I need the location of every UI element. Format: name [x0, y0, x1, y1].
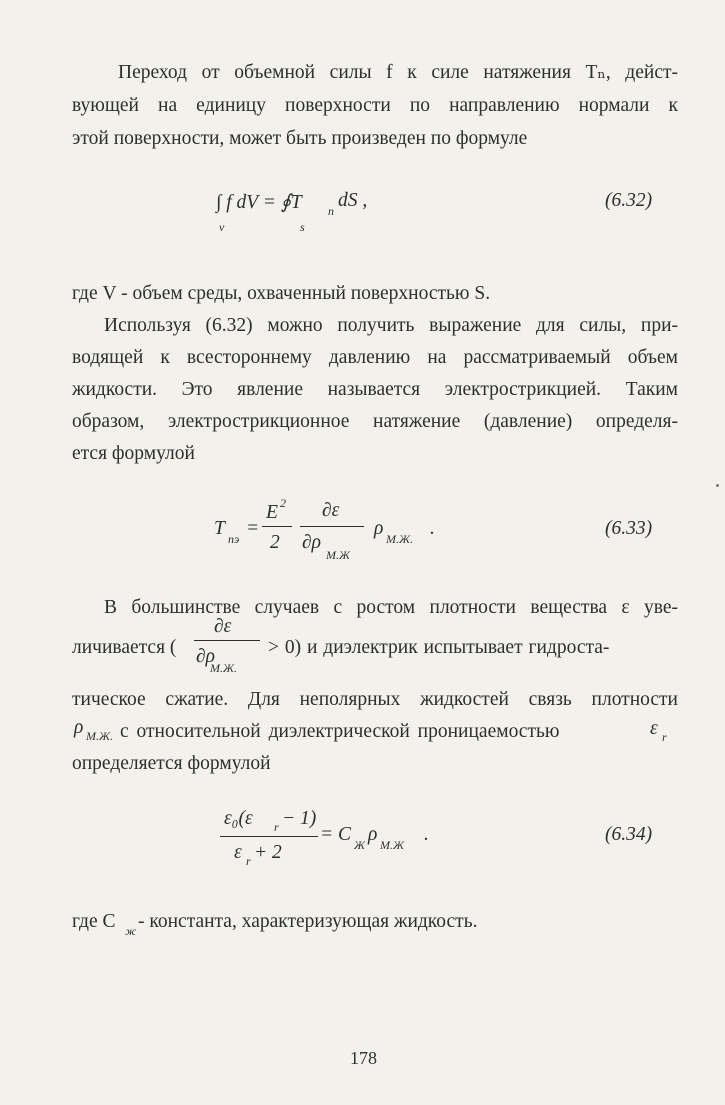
para3-line3: тическое сжатие. Для неполярных жидкостей связь плотности [72, 689, 678, 710]
where-c-start: где C [72, 911, 116, 932]
eq632-under-v: v [219, 220, 225, 234]
inline-frac-num: ∂ε [214, 616, 232, 637]
eq632-under-s: s [300, 220, 305, 234]
eq633-eq: = [246, 518, 260, 539]
eq634-den: ε [234, 842, 242, 863]
para1-line1: Переход от объемной силы f к силе натяжения Tₙ, дейст- [118, 62, 678, 83]
eq633-rho-sub: М.Ж. [386, 532, 413, 546]
para3-line2-start: личивается ( [72, 637, 177, 658]
eq632-rhs: dS , [338, 190, 368, 211]
eq634-rho: ρ [368, 824, 378, 845]
eq633-num1-sup: 2 [280, 496, 286, 510]
where-c-rest: - константа, характеризующая жидкость. [138, 911, 478, 932]
inline-frac-den-sub: М.Ж. [210, 661, 237, 675]
inline-rho-sub: М.Ж. [86, 729, 113, 743]
inline-eps-r: ε [650, 718, 658, 739]
eq633-den2: ∂ρ [302, 532, 321, 553]
para3-line2-rest: > 0) и диэлектрик испытывает гидроста- [268, 637, 610, 658]
eq633-T: T [214, 518, 225, 539]
eq634-number: (6.34) [605, 824, 653, 845]
eq633-T-sub: пэ [228, 532, 240, 546]
para2-line5: ется формулой [72, 443, 195, 464]
eq632-sub-n: n [328, 204, 334, 218]
eq634-num-sub: r [274, 820, 279, 834]
page-number: 178 [350, 1048, 377, 1068]
eq634-num: ε₀(ε [224, 808, 253, 829]
para3-line1: В большинстве случаев с ростом плотности вещества ε уве- [104, 597, 678, 618]
eq634-num-tail: − 1) [282, 808, 317, 829]
eq633-den1: 2 [270, 532, 280, 553]
eq634-fracbar [220, 836, 318, 837]
eq633-rho: ρ [374, 518, 384, 539]
eq634-den-tail: + 2 [254, 842, 282, 863]
scan-speck [716, 484, 719, 487]
inline-frac-den: ∂ρ [196, 646, 215, 667]
eq633-fracbar1 [262, 526, 292, 527]
eq633-num2: ∂ε [322, 500, 340, 521]
para2-line1: Используя (6.32) можно получить выражение для силы, при- [104, 315, 678, 336]
eq634-den-sub: r [246, 854, 251, 868]
where-v-line: где V - объем среды, охваченный поверхностью S. [72, 283, 491, 304]
para2-line4: образом, электрострикционное натяжение (давление) определя- [72, 411, 678, 432]
where-c-sub: ж [125, 924, 137, 938]
para1-line2: вующей на единицу поверхности по направлению нормали к [72, 95, 678, 116]
eq634-rhs: = C [320, 824, 352, 845]
eq634-tail: . [424, 824, 429, 845]
eq633-den2-sub: М.Ж [326, 548, 350, 562]
eq633-num1: E [266, 502, 278, 523]
eq632-lhs: ∫ f dV = ∮T [216, 192, 302, 213]
inline-rho: ρ [74, 717, 84, 738]
eq634-rho-sub: М.Ж [380, 838, 404, 852]
eq633-tail: . [430, 518, 435, 539]
inline-fracbar [194, 640, 260, 641]
eq633-fracbar2 [300, 526, 364, 527]
para1-line3: этой поверхности, может быть произведен по формуле [72, 128, 528, 149]
para2-line2: водящей к всестороннему давлению на рассматриваемый объем [72, 347, 678, 368]
eq633-number: (6.33) [605, 518, 653, 539]
para2-line3: жидкости. Это явление называется электрострикцией. Таким [72, 379, 678, 400]
eq632-number: (6.32) [605, 190, 653, 211]
inline-eps-r-sub: r [662, 730, 667, 744]
eq634-rhs-sub: Ж [354, 838, 365, 852]
para3-line4: с относительной диэлектрической проницаемостью [120, 721, 560, 742]
para3-line5: определяется формулой [72, 753, 271, 774]
